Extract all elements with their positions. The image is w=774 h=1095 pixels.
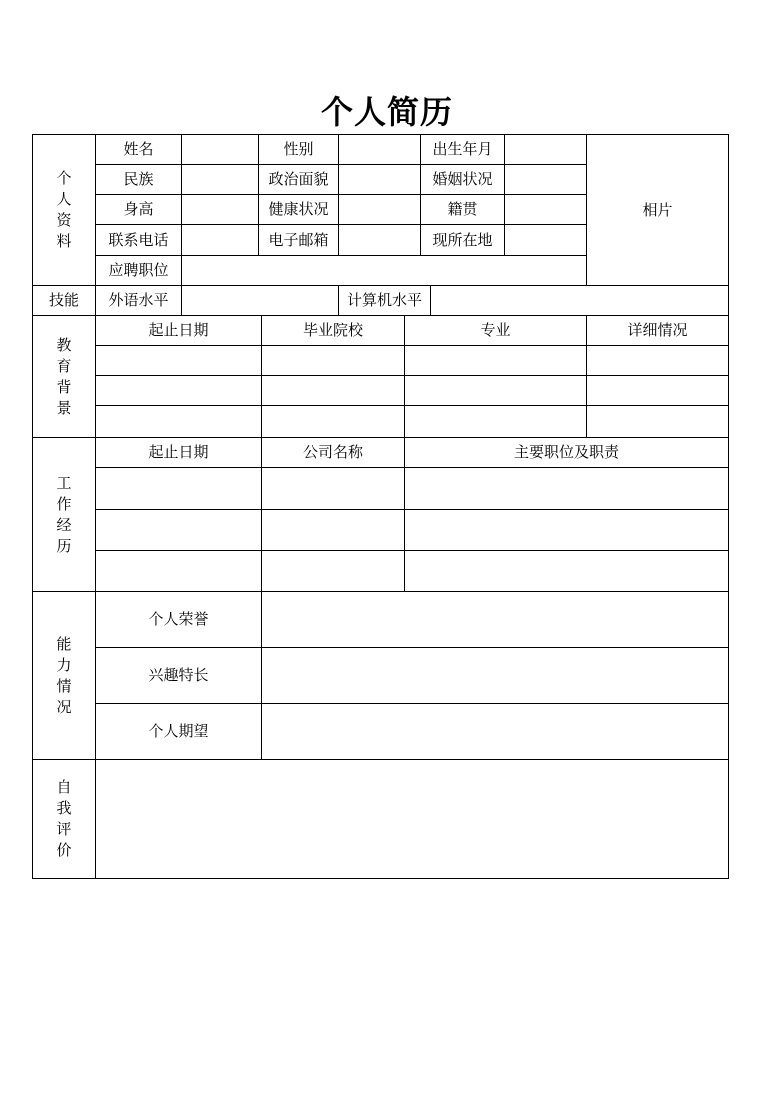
section-label-education: 教育背景	[56, 335, 72, 417]
label-computer: 计算机水平	[346, 291, 422, 309]
label-marital: 婚姻状况	[432, 170, 493, 188]
label-birth: 出生年月	[432, 140, 493, 158]
label-health: 健康状况	[268, 200, 329, 218]
divider	[430, 285, 431, 316]
label-native-place: 籍贯	[447, 200, 478, 218]
label-gender: 性别	[283, 140, 314, 158]
table-border-bottom	[32, 878, 729, 879]
section-label-ability: 能力情况	[56, 634, 72, 716]
divider	[261, 591, 262, 760]
label-height: 身高	[123, 200, 154, 218]
divider	[32, 759, 729, 760]
edu-header-school: 毕业院校	[302, 321, 363, 339]
work-header-dates: 起止日期	[148, 443, 209, 461]
section-label-personal: 个人资料	[56, 169, 72, 250]
divider	[95, 467, 729, 468]
page-title: 个人简历	[320, 93, 453, 131]
label-email: 电子邮箱	[268, 230, 329, 249]
section-label-work: 工作经历	[56, 473, 72, 555]
label-residence: 现所在地	[432, 230, 493, 249]
section-label-self-eval: 自我评价	[56, 778, 72, 859]
divider	[338, 134, 339, 256]
label-phone: 联系电话	[108, 230, 169, 249]
work-header-company: 公司名称	[302, 443, 363, 461]
section-label-skills: 技能	[48, 291, 79, 309]
divider	[95, 405, 729, 406]
work-header-duties: 主要职位及职责	[513, 443, 619, 461]
table-border-right	[728, 134, 729, 879]
label-political: 政治面貌	[268, 170, 329, 188]
edu-header-dates: 起止日期	[148, 321, 209, 339]
label-ethnicity: 民族	[123, 170, 154, 188]
edu-header-details: 详细情况	[627, 321, 688, 339]
label-name: 姓名	[123, 140, 154, 158]
divider	[181, 285, 182, 316]
label-language: 外语水平	[108, 291, 169, 309]
divider	[95, 345, 729, 346]
label-position: 应聘职位	[108, 261, 169, 279]
photo-placeholder: 相片	[642, 200, 673, 219]
label-hobbies: 兴趣特长	[148, 666, 209, 684]
divider	[95, 509, 729, 510]
divider	[181, 134, 182, 286]
divider	[95, 550, 729, 551]
label-honors: 个人荣誉	[148, 610, 209, 628]
edu-header-major: 专业	[480, 321, 511, 339]
divider	[95, 375, 729, 376]
divider	[504, 134, 505, 256]
label-expectation: 个人期望	[148, 722, 209, 740]
